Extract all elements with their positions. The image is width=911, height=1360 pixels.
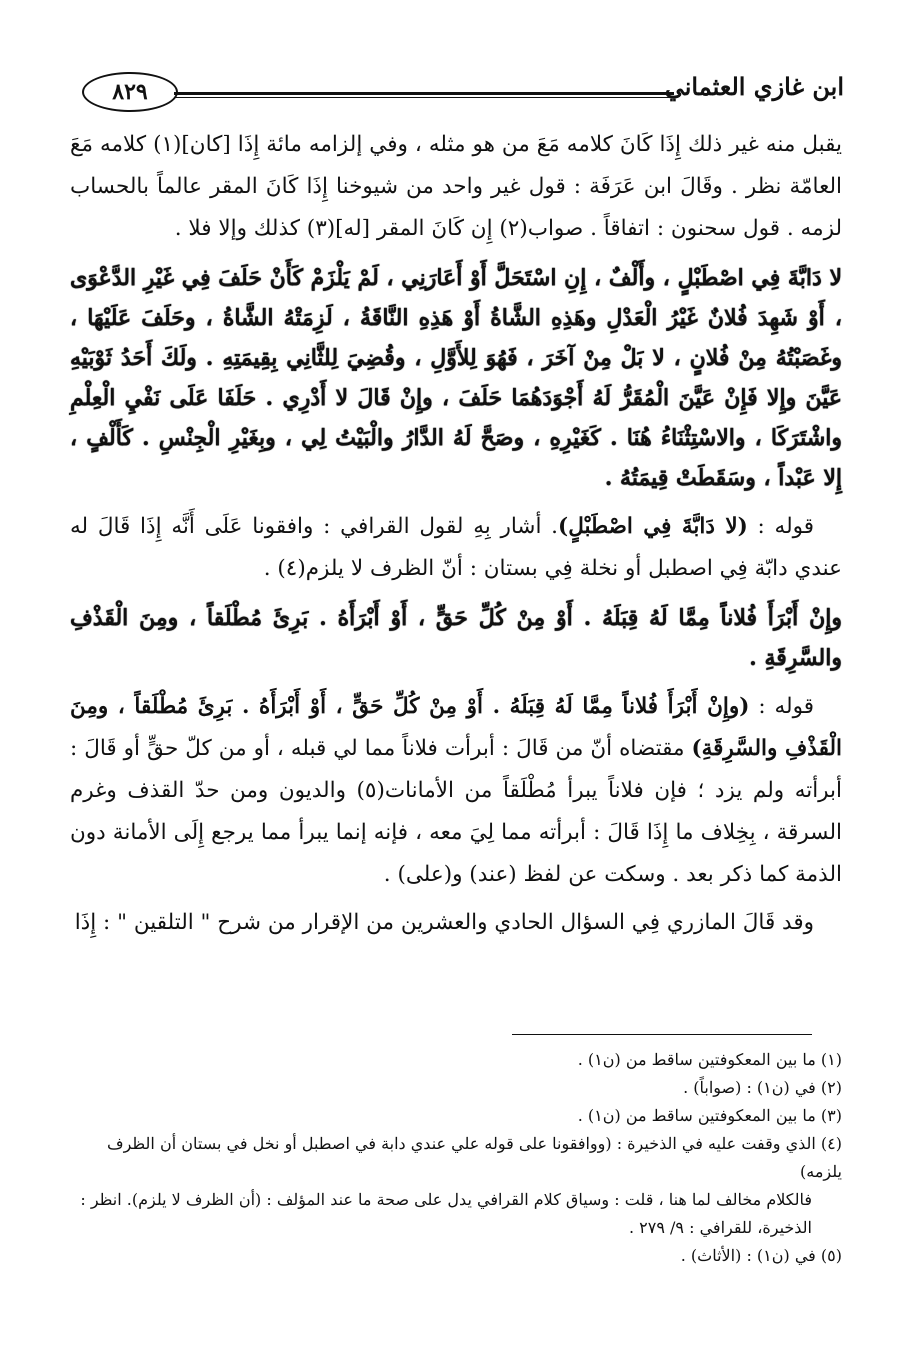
matn-paragraph: لا دَابَّةَ فِي اصْطَبْلٍ ، وأَلْفٌ ، إِنِ اسْتَحَلَّ أَوْ أَعَارَنِي ، لَمْ يَلْزَمْ كَأَنْ حَلَفَ فِي غَيْرِ الدَّعْوَى ، أَوْ شَهِدَ فُلانٌ غَيْرُ الْعَدْلِ وهَذِهِ الشَّاةُ أَوْ هَذِهِ النَّاقَةُ ، لَزِمَتْهُ الشَّاةُ ، وحَلَفَ عَلَيْهَا ، وغَصَبْتُهُ مِنْ فُلانٍ ، لا بَلْ مِنْ آخَرَ ، فَهُوَ لِلأَوَّلِ ، وقُضِيَ لِلثَّانِي بِقِيمَتِهِ . ولَكَ أَحَدُ ثَوْبَيْهِ عَيَّنَ وإِلا فَإِنْ عَيَّنَ الْمُقَرُّ لَهُ أَجْوَدَهُمَا حَلَفَ ، وإِنْ قَالَ لا أَدْرِي . حَلَفَا عَلَى نَفْيِ الْعِلْمِ واشْتَرَكَا ، والاسْتِثْنَاءُ هُنَا . كَغَيْرِهِ ، وصَحَّ لَهُ الدَّارُ والْبَيْتُ لِي ، وبِغَيْرِ الْجِنْسِ . كَأَلْفٍ ، إِلا عَبْداً ، وسَقَطَتْ قِيمَتُهُ . (70, 265, 842, 491)
footnote: (٥) في (ن١) : (الأثاث) . (680, 1246, 842, 1265)
footnote: (١) ما بين المعكوفتين ساقط من (ن١) . (577, 1050, 842, 1069)
page-header (74, 68, 844, 118)
footnote-continuation: الذخيرة، للقرافي : ٩/ ٢٧٩ . (628, 1218, 812, 1237)
footnote: (٤) الذي وقفت عليه في الذخيرة : (ووافقونا على قوله علي عندي دابة في اصطبل أو نخل في بستان أن الظرف يلزمه) (107, 1134, 842, 1181)
footnote-separator (512, 1034, 812, 1035)
matn-paragraph: وإِنْ أَبْرَأَ فُلاناً مِمَّا لَهُ قِبَلَهُ . أَوْ مِنْ كُلِّ حَقٍّ ، أَوْ أَبْرَأَهُ . بَرِئَ مُطْلَقاً ، ومِنَ الْقَذْفِ والسَّرِقَةِ . (70, 605, 842, 671)
commentary-text: . أشار بِهِ لقول القرافي : وافقونا عَلَى أَنَّه إِذَا قَالَ له عندي دابّة فِي اصطبل أو نخلة فِي بستان : أنّ الظرف لا يلزم(٤) . (70, 514, 842, 581)
commentary-paragraph: وقد قَالَ المازري فِي السؤال الحادي والعشرين من الإقرار من شرح " التلقين " : إِذَا (74, 910, 814, 935)
quoted-matn: (وإِنْ أَبْرَأَ فُلاناً مِمَّا لَهُ قِبَلَهُ . أَوْ مِنْ كُلِّ حَقٍّ ، أَوْ أَبْرَأَهُ . بَرِئَ مُطْلَقاً ، ومِنَ الْقَذْفِ والسَّرِقَةِ) (70, 694, 842, 761)
commentary-lead: قوله : (749, 694, 814, 719)
footnote-continuation: فالكلام مخالف لما هنا ، قلت : وسياق كلام القرافي يدل على صحة ما عند المؤلف : (أن الظرف لا يلزم). انظر : (80, 1190, 812, 1209)
commentary-paragraph (70, 506, 842, 590)
header-rule (174, 92, 674, 98)
running-title: ابن غازي العثماني (664, 72, 844, 101)
quoted-matn: (لا دَابَّةَ فِي اصْطَبْلٍ) (558, 514, 748, 539)
footnotes (70, 1046, 842, 1270)
commentary-text: مقتضاه أنّ من قَالَ : أبرأت فلاناً مما لي قبله ، أو من كلّ حقٍّ أو قَالَ : أبرأته ولم يزد ؛ فإن فلاناً يبرأ مُطْلَقاً من الأمانات(٥) والديون ومن حدّ القذف وغرم السرقة ، بِخِلاف ما إِذَا قَالَ : أبرأته مما لِيَ معه ، فإنه إنما يبرأ مما يرجع إِلَى الأمانة دون الذمة كما ذكر بعد . وسكت عن لفظ (عند) و(على) . (70, 736, 843, 887)
commentary-paragraph: يقبل منه غير ذلك إِذَا كَانَ كلامه مَعَ من هو مثله ، وفي إلزامه مائة إِذَا [كان](١) كلامه مَعَ العامّة نظر . وقَالَ ابن عَرَفَة : قول غير واحد من شيوخنا إِذَا كَانَ المقر عالماً بالحساب لزمه . قول سحنون : اتفاقاً . صواب(٢) إِن كَانَ المقر [له](٣) كذلك وإلا فلا . (70, 132, 843, 241)
footnote: (٣) ما بين المعكوفتين ساقط من (ن١) . (577, 1106, 842, 1125)
main-text (70, 124, 842, 944)
footnote: (٢) في (ن١) : (صواباً) . (683, 1078, 842, 1097)
commentary-lead: قوله : (747, 514, 815, 539)
page-number-oval (82, 72, 178, 112)
commentary-paragraph (70, 686, 842, 896)
page-number: ٨٢٩ (112, 79, 148, 105)
